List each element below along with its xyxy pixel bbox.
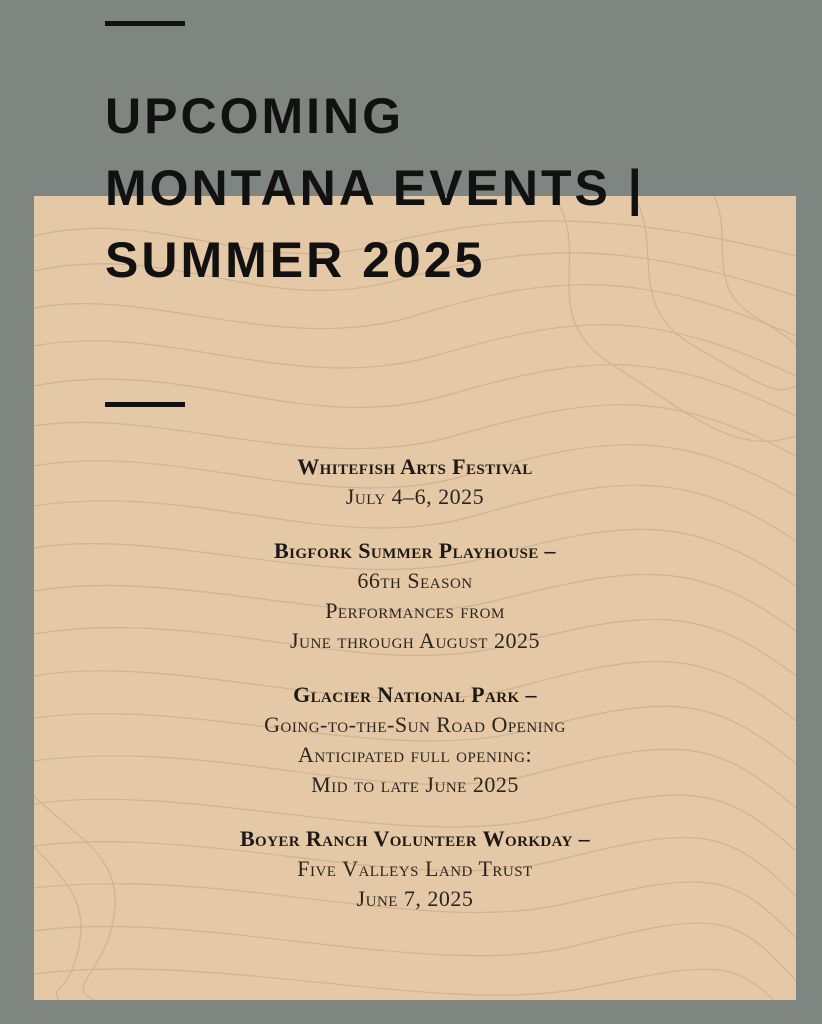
events-list [34, 452, 796, 938]
event-detail: 66th Season [357, 568, 473, 593]
event-boyer-ranch-volunteer-workday [34, 824, 796, 914]
event-bigfork-summer-playhouse [34, 536, 796, 656]
page-title: UPCOMING MONTANA EVENTS | SUMMER 2025 [105, 88, 645, 288]
event-detail: Mid to late June 2025 [311, 772, 519, 797]
event-detail: June 7, 2025 [356, 886, 474, 911]
event-whitefish-arts-festival [34, 452, 796, 512]
title-top-rule [105, 21, 185, 26]
event-detail: Performances from [325, 598, 505, 623]
event-title: Glacier National Park – [293, 682, 537, 707]
event-title: Bigfork Summer Playhouse – [274, 538, 556, 563]
event-title: Whitefish Arts Festival [297, 454, 533, 479]
event-detail: Going-to-the-Sun Road Opening [264, 712, 566, 737]
event-detail: Anticipated full opening: [297, 742, 533, 767]
title-bottom-rule [105, 402, 185, 407]
event-detail: June through August 2025 [290, 628, 540, 653]
event-detail: July 4–6, 2025 [345, 484, 485, 509]
event-title: Boyer Ranch Volunteer Workday – [239, 826, 591, 851]
event-glacier-national-park [34, 680, 796, 800]
event-detail: Five Valleys Land Trust [297, 856, 533, 881]
